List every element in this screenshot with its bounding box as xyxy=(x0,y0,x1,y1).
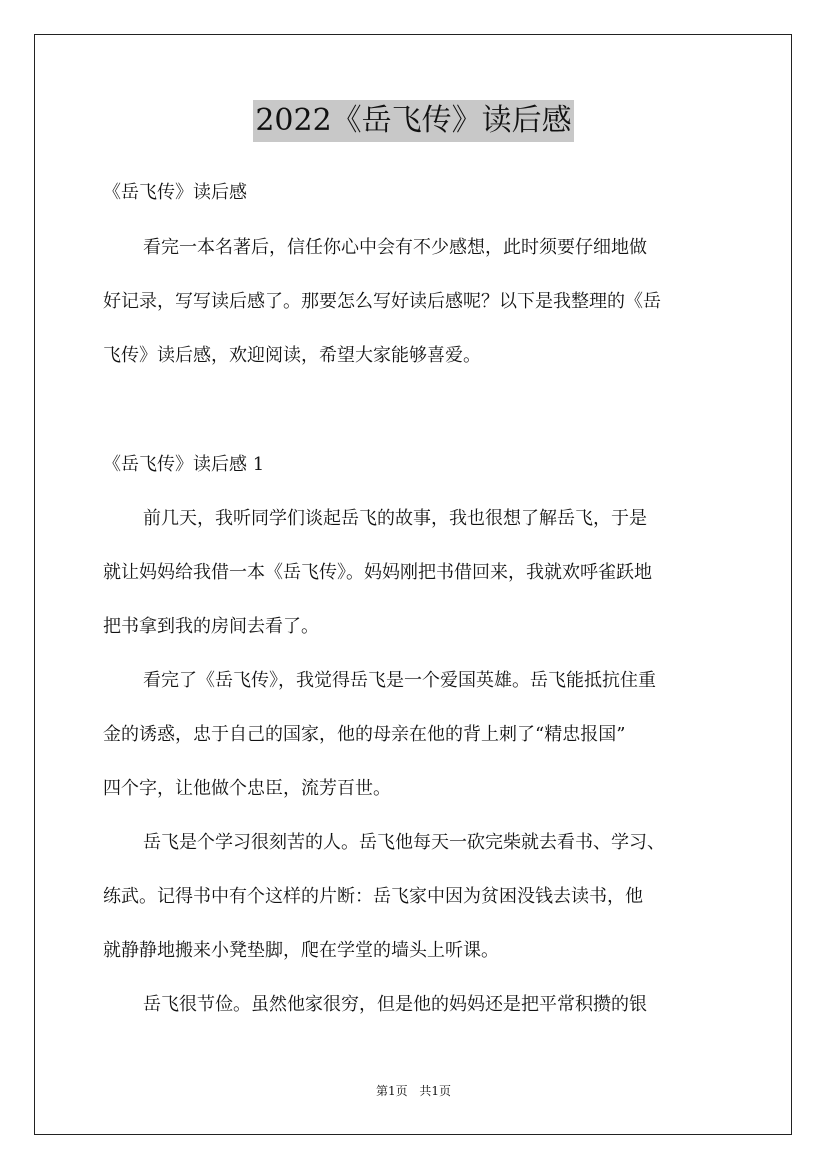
paragraph-line: 飞传》读后感，欢迎阅读，希望大家能够喜爱。 xyxy=(103,345,481,366)
paragraph-line: 岳飞很节俭。虽然他家很穷，但是他的妈妈还是把平常积攒的银 xyxy=(143,994,647,1015)
paragraph-line: 把书拿到我的房间去看了。 xyxy=(103,616,319,637)
paragraph-line: 练武。记得书中有个这样的片断：岳飞家中因为贫困没钱去读书，他 xyxy=(103,886,643,907)
paragraph-line: 好记录，写写读后感了。那要怎么写好读后感呢？以下是我整理的《岳 xyxy=(103,291,661,312)
section-heading: 《岳飞传》读后感 xyxy=(103,182,247,203)
title-container xyxy=(0,100,827,142)
paragraph-line: 金的诱惑，忠于自己的国家，他的母亲在他的背上刺了“精忠报国” xyxy=(103,724,626,745)
document-title: 2022《岳飞传》读后感 xyxy=(253,100,573,142)
paragraph-line: 看完了《岳飞传》，我觉得岳飞是一个爱国英雄。岳飞能抵抗住重 xyxy=(143,670,656,691)
paragraph-line: 岳飞是个学习很刻苦的人。岳飞他每天一砍完柴就去看书、学习、 xyxy=(143,832,665,853)
paragraph-line: 看完一本名著后，信任你心中会有不少感想，此时须要仔细地做 xyxy=(143,237,647,258)
page-number: 第1页 xyxy=(375,1084,408,1098)
page-total: 共1页 xyxy=(419,1084,452,1098)
paragraph-line: 四个字，让他做个忠臣，流芳百世。 xyxy=(103,778,391,799)
section-heading: 《岳飞传》读后感 1 xyxy=(103,454,265,475)
paragraph-line: 前几天，我听同学们谈起岳飞的故事，我也很想了解岳飞，于是 xyxy=(143,508,647,529)
page-footer xyxy=(0,1083,827,1099)
paragraph-line: 就让妈妈给我借一本《岳飞传》。妈妈刚把书借回来，我就欢呼雀跃地 xyxy=(103,562,652,583)
paragraph-line: 就静静地搬来小凳垫脚，爬在学堂的墙头上听课。 xyxy=(103,940,499,961)
